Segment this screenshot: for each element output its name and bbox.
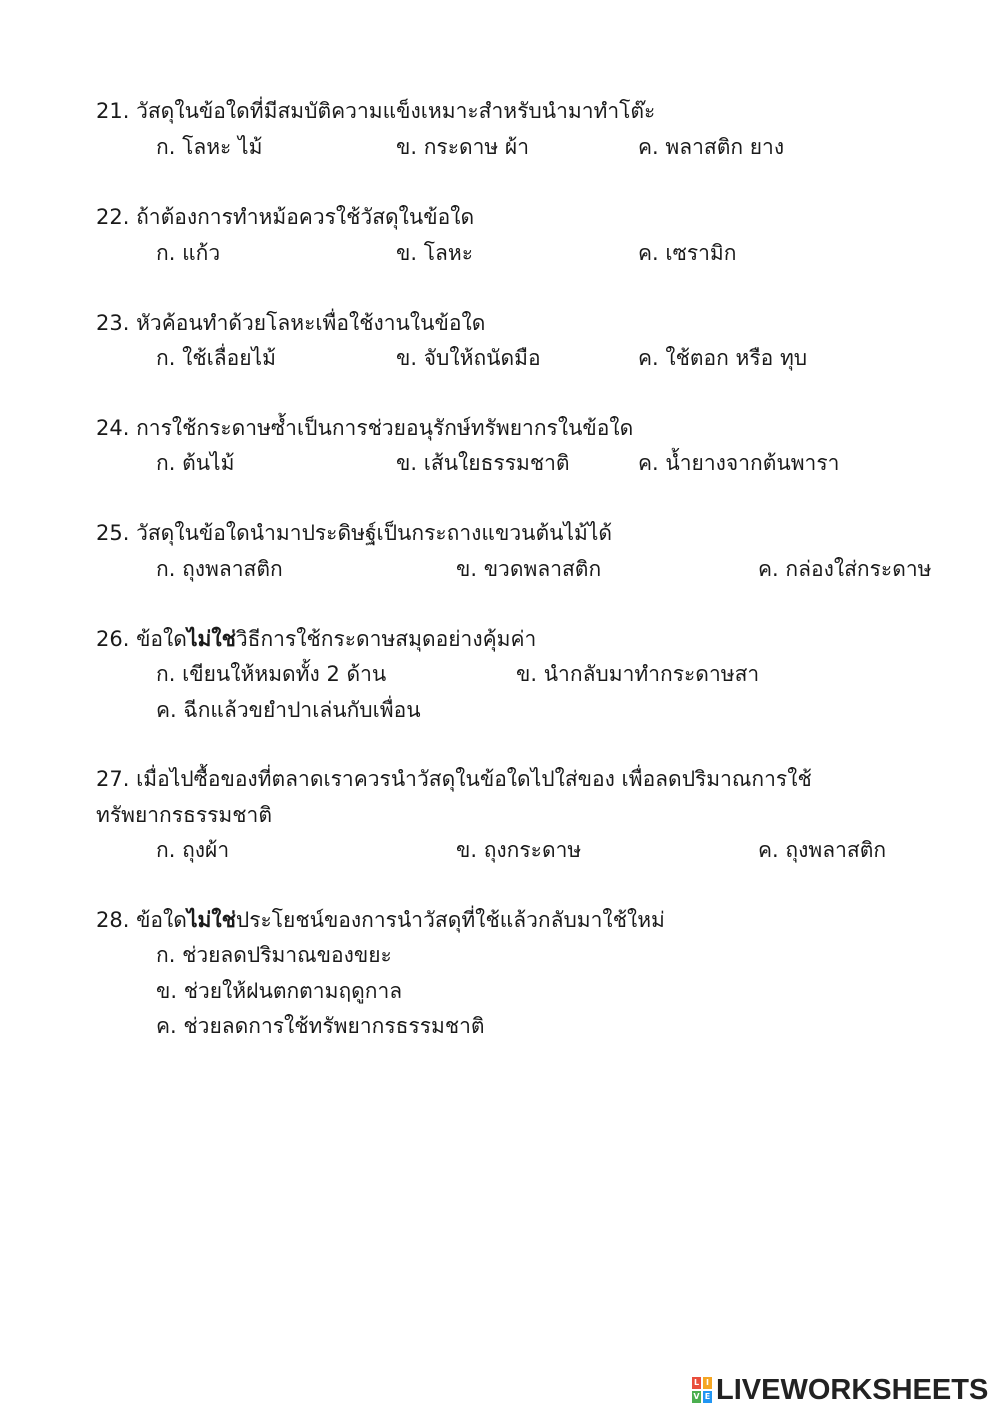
question-27-option-b[interactable]: ข. ถุงกระดาษ [456, 838, 582, 862]
question-21-option-a[interactable]: ก. โลหะ ไม้ [156, 135, 263, 159]
question-26-option-b[interactable]: ข. นำกลับมาทำกระดาษสา [516, 662, 760, 686]
question-28-option-c[interactable]: ค. ช่วยลดการใช้ทรัพยากรธรรมชาติ [156, 1014, 485, 1038]
liveworksheets-logo [692, 1374, 988, 1406]
question-22-stem: 22. ถ้าต้องการทำหม้อควรใช้วัสดุในข้อใด [96, 205, 475, 229]
question-28-option-a[interactable]: ก. ช่วยลดปริมาณของขยะ [156, 943, 392, 967]
question-24-stem: 24. การใช้กระดาษซ้ำเป็นการช่วยอนุรักษ์ทรัพยากรในข้อใด [96, 416, 634, 440]
question-24-option-b[interactable]: ข. เส้นใยธรรมชาติ [396, 451, 570, 475]
question-28-stem-suffix: ประโยชน์ของการนำวัสดุที่ใช้แล้วกลับมาใช้ใหม่ [235, 908, 665, 932]
question-25-stem: 25. วัสดุในข้อใดนำมาประดิษฐ์เป็นกระถางแขวนต้นไม้ได้ [96, 521, 613, 545]
question-28-stem-prefix: 28. ข้อใด [96, 908, 187, 932]
question-26-option-c[interactable]: ค. ฉีกแล้วขยำปาเล่นกับเพื่อน [156, 698, 421, 722]
question-23-option-a[interactable]: ก. ใช้เลื่อยไม้ [156, 346, 276, 370]
question-28-stem [96, 905, 665, 935]
question-27-stem-line1: 27. เมื่อไปซื้อของที่ตลาดเราควรนำวัสดุในข้อใดไปใส่ของ เพื่อลดปริมาณการใช้ [96, 767, 812, 791]
question-26-stem-prefix: 26. ข้อใด [96, 627, 187, 651]
logo-letter-v: V [693, 1392, 700, 1401]
question-26-stem-emphasis: ไม่ใช่ [186, 627, 236, 651]
question-26-stem [96, 624, 536, 654]
logo-letter-e: E [704, 1392, 711, 1401]
liveworksheets-logo-icon [692, 1377, 712, 1403]
question-25-option-a[interactable]: ก. ถุงพลาสติก [156, 557, 283, 581]
question-22-option-a[interactable]: ก. แก้ว [156, 241, 221, 265]
question-28-option-b[interactable]: ข. ช่วยให้ฝนตกตามฤดูกาล [156, 979, 403, 1003]
question-24-option-c[interactable]: ค. น้ำยางจากต้นพารา [638, 451, 840, 475]
question-27-stem-line2: ทรัพยากรธรรมชาติ [96, 803, 272, 827]
question-26-option-a[interactable]: ก. เขียนให้หมดทั้ง 2 ด้าน [156, 662, 387, 686]
question-27-option-c[interactable]: ค. ถุงพลาสติก [758, 838, 887, 862]
question-24-option-a[interactable]: ก. ต้นไม้ [156, 451, 235, 475]
question-25-option-c[interactable]: ค. กล่องใส่กระดาษ [758, 557, 932, 581]
question-23-option-c[interactable]: ค. ใช้ตอก หรือ ทุบ [638, 346, 808, 370]
question-26-stem-suffix: วิธีการใช้กระดาษสมุดอย่างคุ้มค่า [235, 627, 537, 651]
question-23-option-b[interactable]: ข. จับให้ถนัดมือ [396, 346, 541, 370]
logo-letter-l: L [693, 1378, 700, 1387]
question-23-stem: 23. หัวค้อนทำด้วยโลหะเพื่อใช้งานในข้อใด [96, 311, 486, 335]
question-22-option-c[interactable]: ค. เซรามิก [638, 241, 737, 265]
question-22-option-b[interactable]: ข. โลหะ [396, 241, 473, 265]
question-21-option-b[interactable]: ข. กระดาษ ผ้า [396, 135, 530, 159]
question-25-option-b[interactable]: ข. ขวดพลาสติก [456, 557, 602, 581]
question-21-option-c[interactable]: ค. พลาสติก ยาง [638, 135, 785, 159]
logo-letter-i: I [703, 1377, 712, 1389]
liveworksheets-wordmark: LIVEWORKSHEETS [716, 1374, 989, 1406]
question-28-stem-emphasis: ไม่ใช่ [186, 908, 236, 932]
question-27-option-a[interactable]: ก. ถุงผ้า [156, 838, 230, 862]
question-21-stem: 21. วัสดุในข้อใดที่มีสมบัติความแข็งเหมาะสำหรับนำมาทำโต๊ะ [96, 99, 656, 123]
